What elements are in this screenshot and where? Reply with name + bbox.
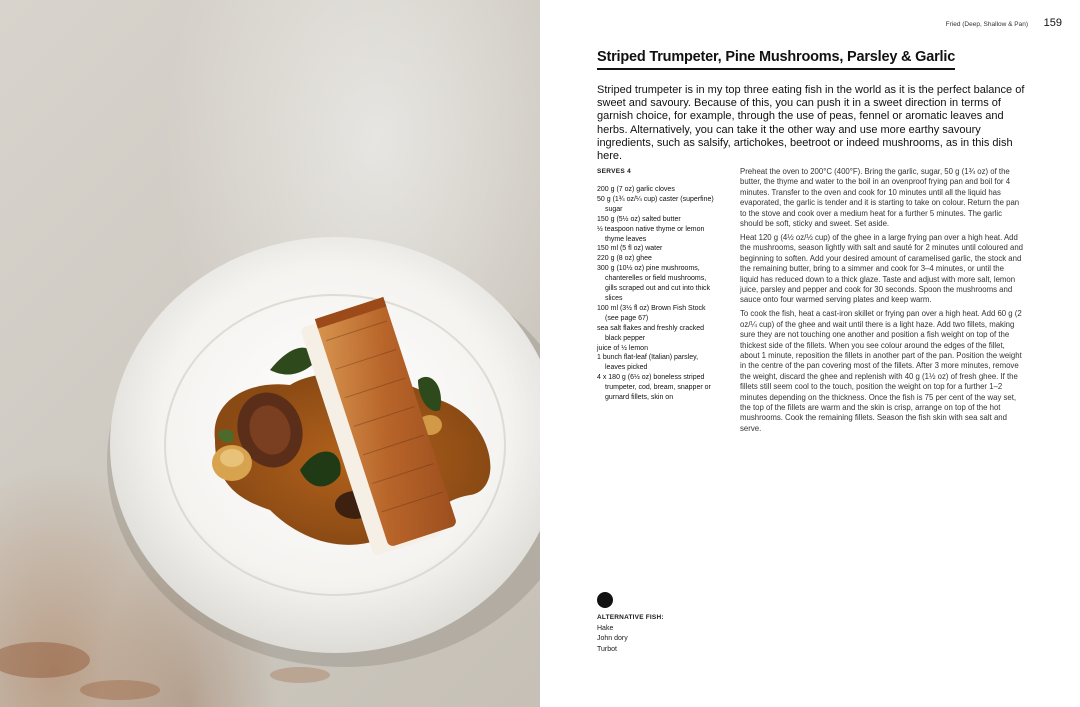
ingredient-item: ½ teaspoon native thyme or lemon thyme leaves xyxy=(597,225,705,243)
recipe-page xyxy=(540,0,1080,707)
serves-label: SERVES 4 xyxy=(597,168,632,175)
alternative-fish-heading: ALTERNATIVE FISH: xyxy=(597,614,664,621)
alternative-fish-item: Hake xyxy=(597,625,614,632)
ingredient-item: 220 g (8 oz) ghee xyxy=(597,255,652,263)
alternative-fish-list xyxy=(597,624,628,655)
alternative-fish-item: John dory xyxy=(597,635,628,643)
alternative-fish-marker-icon xyxy=(597,592,613,608)
recipe-title: Striped Trumpeter, Pine Mushrooms, Parsley & Garlic xyxy=(597,49,955,70)
recipe-intro: Striped trumpeter is in my top three eating fish in the world as it is the perfect balance of sweet and savoury. Because of this, you can push it in a sweet direction in terms of garnish choice, for example, through the use of peas, fennel or aromatic leaves and herbs. Alternatively, you can take it the other way and use more earthy savoury ingredients, such as salsify, artichokes, beetroot or indeed mushrooms, as in this dish here. xyxy=(597,84,1025,163)
ingredient-item: 1 bunch flat-leaf (Italian) parsley, leaves picked xyxy=(597,354,699,372)
running-head: Fried (Deep, Shallow & Pan) xyxy=(945,21,1028,28)
method-paragraph: Heat 120 g (4½ oz/½ cup) of the ghee in a large frying pan over a high heat. Add the mushrooms, season lightly with salt and sauté for 2 minutes until coloured and beginning to soften. Add your desired amount of caramelised garlic, the stock and the remaining butter, bring to a simmer and cook for 3–4 minutes, or until the liquid has reduced down to a thick glaze. Taste and adjust with more salt, lemon juice, parsley and pepper and cook for 30 seconds. Spoon the mushrooms and sauce onto four warmed serving plates and keep warm. xyxy=(740,232,1024,305)
ingredient-item: 100 ml (3½ fl oz) Brown Fish Stock (see page 67) xyxy=(597,304,706,322)
ingredient-item: 4 x 180 g (6½ oz) boneless striped trumpeter, cod, bream, snapper or gurnard fillets, skin on xyxy=(597,374,711,402)
ingredient-item: 150 g (5½ oz) salted butter xyxy=(597,215,681,223)
ingredient-item: 50 g (1¾ oz/¼ cup) caster (superfine) sugar xyxy=(597,195,714,213)
ingredient-item: 150 ml (5 fl oz) water xyxy=(597,245,663,253)
alternative-fish-item: Turbot xyxy=(597,645,617,653)
page-number: 159 xyxy=(1043,17,1062,29)
ingredient-item: juice of ½ lemon xyxy=(597,344,648,352)
method-paragraph: To cook the fish, heat a cast-iron skillet or frying pan over a high heat. Add 60 g (2 oz/¼ cup) of the ghee and wait until there is a light haze. Add two fillets, making sure they are not touching one another and position a fish weight on top of the thickest side of the fillets. When you see colour around the edges of the fillet, about 1 minute, reposition the fillets in another part of the pan. Position the weight in the centre of the pan covering most of the fillets. After 3 more minutes, remove the weight, discard the ghee and replenish with 40 g (1½ oz) of fresh ghee. If the fillets still seem cool to the touch, position the weight on top for a further 1–2 minutes depending on the thickness. Once the fish is 75 per cent of the way set, the top of the fillets are warm and the skin is crisp, arrange on top of the hot mushrooms. Cook the remaining fillets. Season the fish skin with sea salt and serve. xyxy=(740,309,1022,433)
ingredient-list xyxy=(597,185,715,403)
ingredient-item: 300 g (10½ oz) pine mushrooms, chanterelles or field mushrooms, gills scraped out and cut into thick slices xyxy=(597,265,711,302)
method-paragraph: Preheat the oven to 200°C (400°F). Bring the garlic, sugar, 50 g (1¾ oz) of the butter, the thyme and water to the boil in an ovenproof frying pan and boil for 4 minutes. Transfer to the oven and cook for 10 minutes until all the liquid has evaporated, the garlic is tender and it is starting to take on colour. Return the pan to the stove and cook over a medium heat for a further 5 minutes. The garlic should be soft, sticky and sweet. Set aside. xyxy=(740,167,1020,229)
ingredient-item: 200 g (7 oz) garlic cloves xyxy=(597,186,675,193)
method-steps xyxy=(740,167,1024,438)
ingredient-item: sea salt flakes and freshly cracked black pepper xyxy=(597,324,704,342)
